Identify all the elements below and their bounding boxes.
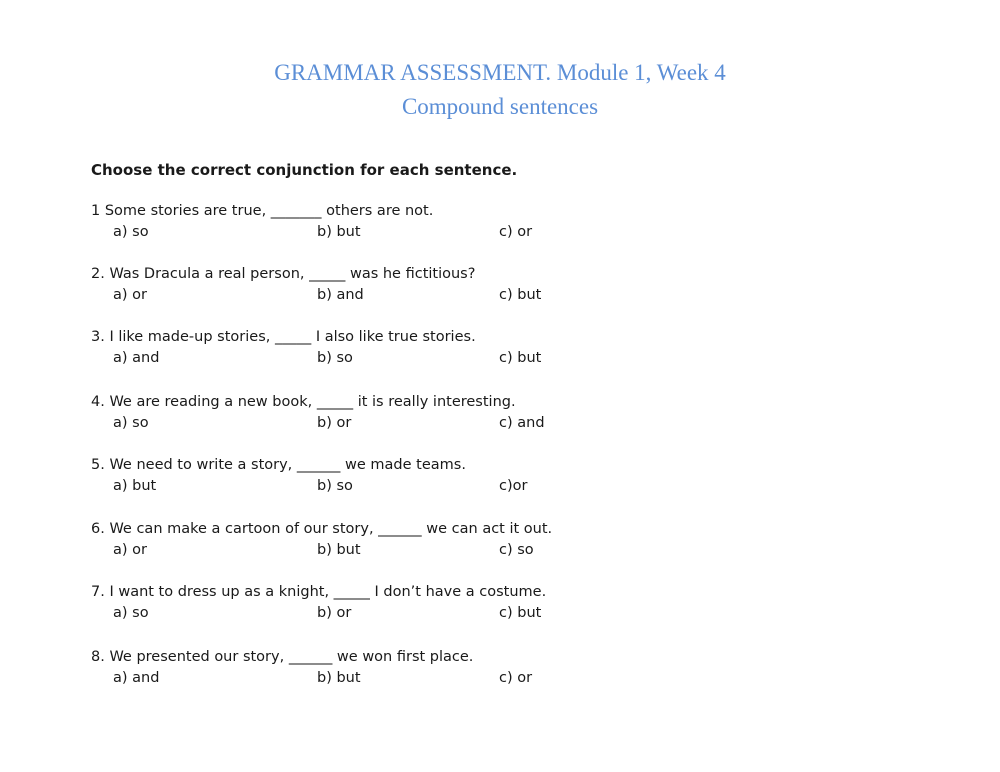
option-b[interactable]: b) so xyxy=(317,350,353,366)
page-title: GRAMMAR ASSESSMENT. Module 1, Week 4 xyxy=(274,60,726,85)
question-text: 3. I like made-up stories, _____ I also like true stories. xyxy=(91,329,476,345)
question-text: 4. We are reading a new book, _____ it is really interesting. xyxy=(91,394,516,410)
option-b[interactable]: b) but xyxy=(317,670,361,686)
question-4 xyxy=(91,392,651,434)
question-5 xyxy=(91,455,651,497)
options-row xyxy=(91,285,651,306)
question-3 xyxy=(91,327,651,369)
option-a[interactable]: a) but xyxy=(113,478,157,494)
options-row xyxy=(91,668,651,689)
option-a[interactable]: a) or xyxy=(113,542,147,558)
question-7 xyxy=(91,582,651,624)
question-text: 7. I want to dress up as a knight, _____ I don’t have a costume. xyxy=(91,584,547,600)
question-8 xyxy=(91,647,651,689)
page-header xyxy=(0,56,1000,124)
question-text: 8. We presented our story, ______ we won first place. xyxy=(91,649,474,665)
question-2 xyxy=(91,264,651,306)
options-row xyxy=(91,476,651,497)
options-row xyxy=(91,603,651,624)
option-c[interactable]: c) or xyxy=(499,670,533,686)
option-c[interactable]: c) but xyxy=(499,287,542,303)
question-1 xyxy=(91,201,651,243)
instruction-text: Choose the correct conjunction for each sentence. xyxy=(91,161,518,179)
option-c[interactable]: c) but xyxy=(499,605,542,621)
option-a[interactable]: a) so xyxy=(113,605,149,621)
options-row xyxy=(91,413,651,434)
question-text: 2. Was Dracula a real person, _____ was he fictitious? xyxy=(91,266,476,282)
option-a[interactable]: a) and xyxy=(113,350,160,366)
option-b[interactable]: b) and xyxy=(317,287,364,303)
option-c[interactable]: c) or xyxy=(499,224,533,240)
option-c[interactable]: c) but xyxy=(499,350,542,366)
option-c[interactable]: c)or xyxy=(499,478,528,494)
option-c[interactable]: c) and xyxy=(499,415,545,431)
option-b[interactable]: b) or xyxy=(317,415,352,431)
option-a[interactable]: a) so xyxy=(113,224,149,240)
options-row xyxy=(91,348,651,369)
page-subtitle: Compound sentences xyxy=(401,94,599,119)
option-c[interactable]: c) so xyxy=(499,542,534,558)
option-b[interactable]: b) but xyxy=(317,542,361,558)
question-text: 6. We can make a cartoon of our story, ______ we can act it out. xyxy=(91,521,553,537)
question-6 xyxy=(91,519,651,561)
option-a[interactable]: a) and xyxy=(113,670,160,686)
question-text: 1 Some stories are true, _______ others are not. xyxy=(91,203,434,219)
option-b[interactable]: b) so xyxy=(317,478,353,494)
option-a[interactable]: a) or xyxy=(113,287,147,303)
option-b[interactable]: b) but xyxy=(317,224,361,240)
options-row xyxy=(91,222,651,243)
option-b[interactable]: b) or xyxy=(317,605,352,621)
options-row xyxy=(91,540,651,561)
option-a[interactable]: a) so xyxy=(113,415,149,431)
question-text: 5. We need to write a story, ______ we made teams. xyxy=(91,457,466,473)
